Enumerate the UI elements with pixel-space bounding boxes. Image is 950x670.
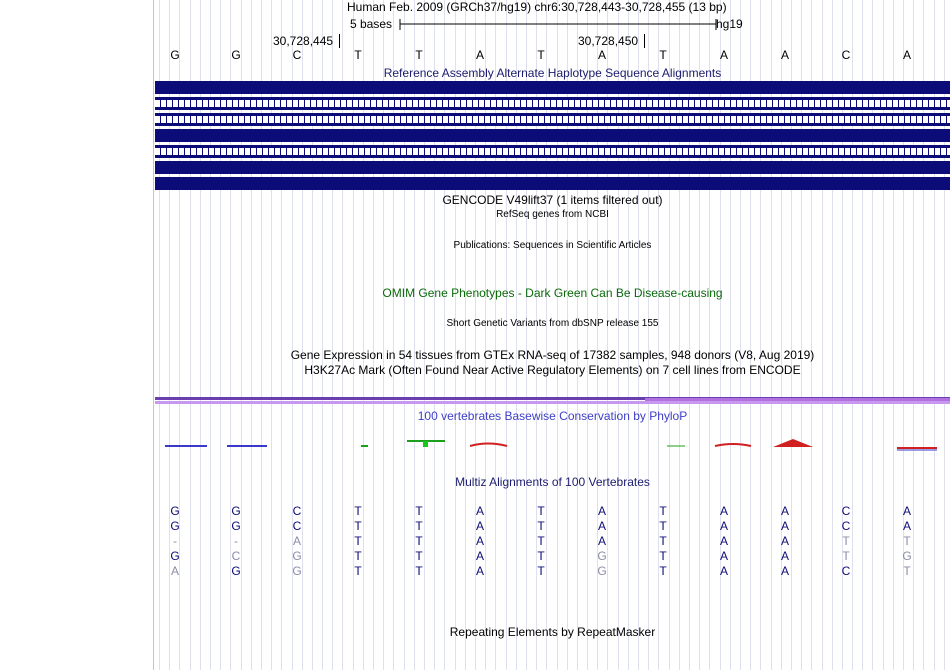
alignment-base: T <box>415 564 423 578</box>
alignment-base: A <box>780 519 789 533</box>
alignment-base: G <box>231 504 241 518</box>
track-image-area[interactable] <box>155 0 950 670</box>
alignment-base: A <box>902 519 911 533</box>
reference-base: C <box>292 48 302 62</box>
alignment-base: T <box>659 504 667 518</box>
refseq-title: RefSeq genes from NCBI <box>496 209 609 220</box>
alignment-base: T <box>659 534 667 548</box>
position-tick-label-1: 30,728,445 <box>273 34 334 48</box>
alignment-base: T <box>537 519 545 533</box>
alignment-base: T <box>354 534 362 548</box>
panel-divider <box>153 0 154 670</box>
scale-bar <box>399 17 717 32</box>
reference-base: G <box>170 48 180 62</box>
alignment-base: A <box>597 534 606 548</box>
alignment-base: - <box>234 534 238 548</box>
alignment-base: A <box>475 504 484 518</box>
alignment-base: A <box>597 504 606 518</box>
alignment-base: G <box>170 519 180 533</box>
multiz-title: Multiz Alignments of 100 Vertebrates <box>455 475 650 489</box>
position-tick-label-2: 30,728,450 <box>578 34 639 48</box>
alignment-base: A <box>170 564 179 578</box>
alt-haplotypes-title: Reference Assembly Alternate Haplotype Sequence Alignments <box>383 66 722 80</box>
alignment-base: T <box>659 519 667 533</box>
reference-base: C <box>841 48 851 62</box>
alignment-base: T <box>842 534 850 548</box>
alignment-base: T <box>537 564 545 578</box>
alignment-base: T <box>415 549 423 563</box>
alignment-base: A <box>780 549 789 563</box>
alignment-base: G <box>292 549 302 563</box>
assembly-position-title: Human Feb. 2009 (GRCh37/hg19) chr6:30,728,443-30,728,455 (13 bp) <box>347 0 727 14</box>
alignment-base: G <box>902 549 912 563</box>
alignment-base: T <box>659 564 667 578</box>
position-tick-2 <box>644 34 645 48</box>
alignment-base: A <box>719 534 728 548</box>
alignment-base: A <box>475 519 484 533</box>
reference-base: G <box>231 48 241 62</box>
alignment-base: G <box>170 549 180 563</box>
repeatmasker-title: Repeating Elements by RepeatMasker <box>449 625 656 639</box>
hap-track-dbb-hap3[interactable] <box>155 161 950 174</box>
alignment-base: T <box>537 504 545 518</box>
reference-base: A <box>475 48 484 62</box>
alignment-base: C <box>292 519 302 533</box>
alignment-base: G <box>292 564 302 578</box>
alignment-base: G <box>231 519 241 533</box>
publications-title: Publications: Sequences in Scientific Articles <box>453 240 652 251</box>
alignment-base: C <box>841 504 851 518</box>
reference-base: T <box>537 48 545 62</box>
h3k27ac-signal-lower <box>155 401 950 404</box>
hap-track-cox-hap2[interactable] <box>155 81 950 94</box>
h3k27ac-title: H3K27Ac Mark (Often Found Near Active Regulatory Elements) on 7 cell lines from ENCODE <box>304 363 801 377</box>
short-variants-title: Short Genetic Variants from dbSNP release 155 <box>446 318 659 329</box>
alignment-base: T <box>415 534 423 548</box>
alignment-base: A <box>475 549 484 563</box>
scale-text: 5 bases <box>350 17 393 31</box>
alignment-base: A <box>719 549 728 563</box>
reference-base: T <box>659 48 667 62</box>
reference-base: A <box>780 48 789 62</box>
alignment-base: C <box>841 564 851 578</box>
phylop-wiggle <box>155 430 950 460</box>
hap-track-apd-hap1[interactable] <box>155 113 950 126</box>
gtex-title: Gene Expression in 54 tissues from GTEx RNA-seq of 17382 samples, 948 donors (V8, Aug 2019) <box>290 348 815 362</box>
alignment-base: T <box>354 504 362 518</box>
reference-base: T <box>415 48 423 62</box>
alignment-base: A <box>719 519 728 533</box>
alignment-base: A <box>780 534 789 548</box>
alignment-base: A <box>597 519 606 533</box>
hap-track-mann-hap4[interactable] <box>155 129 950 142</box>
alignment-base: T <box>537 549 545 563</box>
alignment-base: T <box>903 534 911 548</box>
alignment-base: T <box>903 564 911 578</box>
gencode-title: GENCODE V49lift37 (1 items filtered out) <box>442 193 663 207</box>
alignment-base: A <box>780 564 789 578</box>
alignment-base: A <box>780 504 789 518</box>
position-tick-1 <box>339 34 340 48</box>
alignment-base: A <box>719 564 728 578</box>
alignment-base: A <box>475 564 484 578</box>
alignment-base: T <box>354 564 362 578</box>
track-label-panel <box>0 0 153 670</box>
reference-base: T <box>354 48 362 62</box>
alignment-base: - <box>173 534 177 548</box>
hap-track-mcf-hap5[interactable] <box>155 145 950 158</box>
alignment-base: T <box>354 519 362 533</box>
reference-base: A <box>597 48 606 62</box>
alignment-base: A <box>475 534 484 548</box>
scale-db: hg19 <box>716 17 743 31</box>
conservation-title: 100 vertebrates Basewise Conservation by PhyloP <box>417 409 688 423</box>
alignment-base: G <box>597 564 607 578</box>
alignment-base: A <box>292 534 301 548</box>
alignment-base: C <box>841 519 851 533</box>
alignment-base: T <box>415 504 423 518</box>
hap-track-qbl-hap6[interactable] <box>155 177 950 190</box>
alignment-base: C <box>231 549 241 563</box>
omim-title: OMIM Gene Phenotypes - Dark Green Can Be Disease-causing <box>382 286 723 300</box>
alignment-base: G <box>170 504 180 518</box>
alignment-base: T <box>415 519 423 533</box>
hap-track-ssto-hap7[interactable] <box>155 97 950 110</box>
reference-base: A <box>902 48 911 62</box>
reference-base: A <box>719 48 728 62</box>
alignment-base: A <box>719 504 728 518</box>
alignment-base: G <box>231 564 241 578</box>
alignment-base: T <box>537 534 545 548</box>
alignment-base: T <box>354 549 362 563</box>
alignment-base: C <box>292 504 302 518</box>
alignment-base: G <box>597 549 607 563</box>
alignment-base: T <box>842 549 850 563</box>
alignment-base: T <box>659 549 667 563</box>
alignment-base: A <box>902 504 911 518</box>
